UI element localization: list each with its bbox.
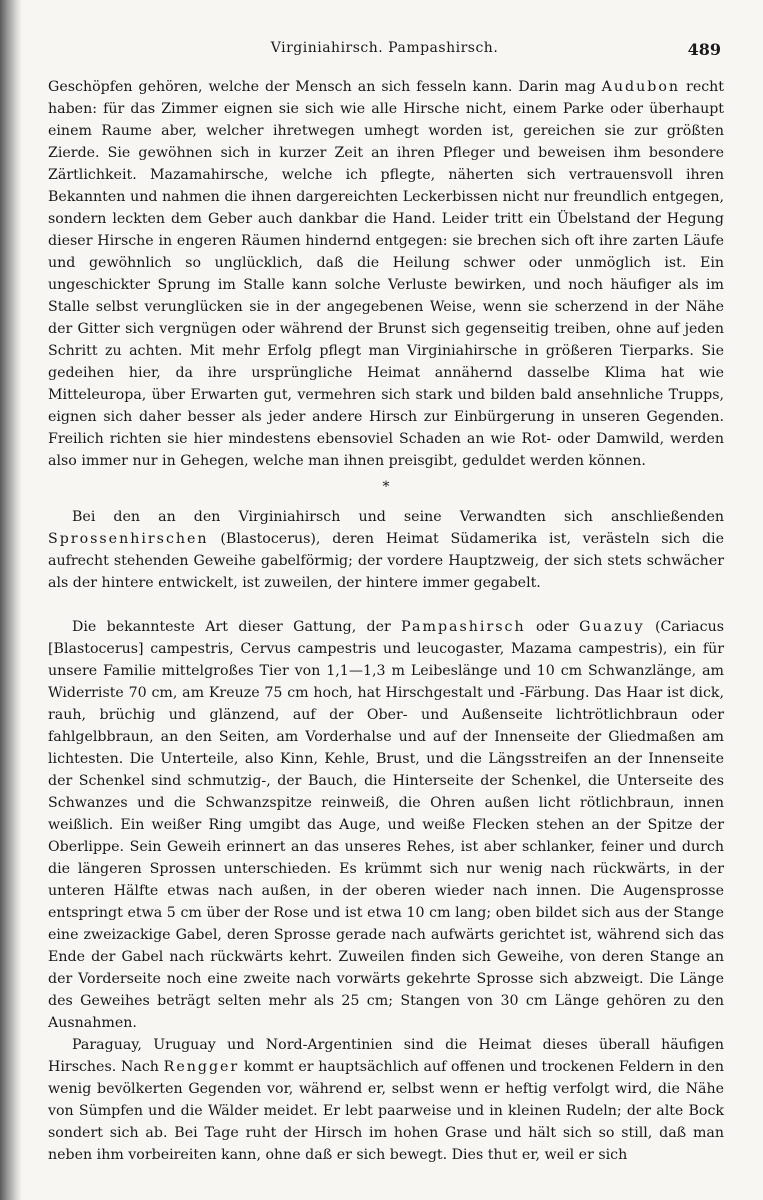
text-run: kommt er hauptsächlich auf offenen und trockenen Feldern in den wenig bevölkerten Gegenden vor, während er, selbst wenn er heftig verfolgt wird, die Nähe von Sümpfen und die Wälder meidet. Er lebt paarweise und in kleinen Rudeln; der alte Bock sondert sich ab. Bei Tage ruht der Hirsch im hohen Grase und hält sich so still, daß man neben ihm vorbeireiten kann, ohne daß er sich bewegt. Dies thut er, weil er sich [48,1059,724,1163]
spacer [48,594,724,616]
paragraph-3 [48,616,724,1034]
text-run: Paraguay, Uruguay und Nord-Argentinien sind die Heimat dieses überall häufigen Hirsches. Nach [48,1037,724,1075]
text-run: oder [525,619,580,635]
paragraph-1 [48,76,724,472]
section-separator: * [382,479,390,495]
text-run: (Cariacus [Blastocerus] campestris, Cervus campestris und leucogaster, Mazama campestris), ein für unsere Familie mittelgroßes Tier von 1,1—1,3 m Leibeslänge und 10 cm Schwanzlänge, am Widerriste 70 cm, am Kreuze 75 cm hoch, hat Hirschgestalt und -Färbung. Das Haar ist dick, rauh, brüchig und glänzend, auf der Ober- und Außenseite lichtrötlichbraun oder fahlgelbbraun, an den Seiten, am Vorderhalse und auf der Innenseite der Gliedmaßen am lichtesten. Die Unterteile, also Kinn, Kehle, Brust, und die Längsstreifen an der Innenseite der Schenkel sind schmutzig-, der Bauch, die Hinterseite der Schenkel, die Unterseite des Schwanzes und die Schwanzspitze reinweiß, die Ohren außen licht rötlichbraun, innen weißlich. Ein weißer Ring umgibt das Auge, und weiße Flecken stehen an der Spitze der Oberlippe. Sein Geweih erinnert an das unseres Rehes, ist aber schlanker, feiner und durch die längeren Sprossen unterschieden. Es krümmt sich nur wenig nach rückwärts, in der unteren Hälfte etwas nach außen, in der oberen wieder nach innen. Die Augensprosse entspringt etwa 5 cm über der Rose und ist etwa 10 cm lang; oben bildet sich aus der Stange eine zweizackige Gabel, deren Sprosse gerade nach aufwärts gerichtet ist, während sich das Ende der Gabel nach rückwärts kehrt. Zuweilen finden sich Geweihe, von deren Stange an der Vorderseite noch eine zweite nach vorwärts gekehrte Sprosse sich abzweigt. Die Länge des Geweihes beträgt selten mehr als 25 cm; Stangen von 30 cm Länge gehören zu den Ausnahmen. [48,619,724,1031]
text-run: Geschöpfen gehören, welche der Mensch an sich fesseln kann. Darin mag [48,79,602,95]
person-name: Audubon [601,79,681,95]
running-head: Virginiahirsch. Pampashirsch. [270,40,499,56]
text-run: Die bekannteste Art dieser Gattung, der [72,619,402,635]
paragraph-2 [48,506,724,594]
page-number: 489 [687,40,721,59]
page-header [48,40,721,64]
text-run: recht haben: für das Zimmer eignen sie sich wie alle Hirsche nicht, einem Parke oder überhaupt einem Raume aber, welcher ihretwegen umhegt worden ist, gereichen sie zur größten Zierde. Sie gewöhnen sich in kurzer Zeit an ihren Pfleger und beweisen ihm besondere Zärtlichkeit. Mazamahirsche, welche ich pflegte, näherten sich vertrauensvoll ihren Bekannten und nahmen die ihnen dargereichten Leckerbissen nicht nur freundlich entgegen, sondern leckten dem Geber auch dankbar die Hand. Leider tritt ein Übelstand der Hegung dieser Hirsche in engeren Räumen hindernd entgegen: sie brechen sich oft ihre zarten Läufe und gewöhnlich so unglücklich, daß die Heilung schwer oder unmöglich ist. Ein ungeschickter Sprung im Stalle kann solche Verluste bewirken, und noch häufiger als im Stalle selbst verunglücken sie in der angegebenen Weise, wenn sie scherzend in der Nähe der Gitter sich vergnügen oder während der Brunst sich gegenseitig treiben, ohne auf jeden Schritt zu achten. Mit mehr Erfolg pflegt man Virginiahirsche in größeren Tierparks. Sie gedeihen hier, da ihre ursprüngliche Heimat annähernd dasselbe Klima hat wie Mitteleuropa, über Erwarten gut, vermehren sich stark und bilden bald ansehnliche Trupps, eignen sich daher besser als jeder andere Hirsch zur Einbürgerung in unseren Gegenden. Freilich richten sie hier mindestens ebensoviel Schaden an wie Rot- oder Damwild, werden also immer nur in Gehegen, welche man ihnen preisgibt, geduldet werden können. [48,79,724,469]
spacer [48,494,724,506]
paragraph-4 [48,1034,724,1166]
text-run: Bei den an den Virginiahirsch und seine Verwandten sich anschließenden [72,509,724,525]
species-name: Pampashirsch [401,619,526,635]
species-name: Guazuy [579,619,645,635]
page-body [48,76,724,1166]
person-name: Rengger [163,1059,240,1075]
genus-term: Sprossenhirschen [48,531,209,547]
text-run: (Blastocerus), deren Heimat Südamerika ist, verästeln sich die aufrecht stehenden Geweihe gabelförmig; der vordere Hauptzweig, der sich stets schwächer als der hintere entwickelt, ist zuweilen, der hintere immer gegabelt. [48,531,724,591]
page-gutter-shadow [0,0,22,1200]
